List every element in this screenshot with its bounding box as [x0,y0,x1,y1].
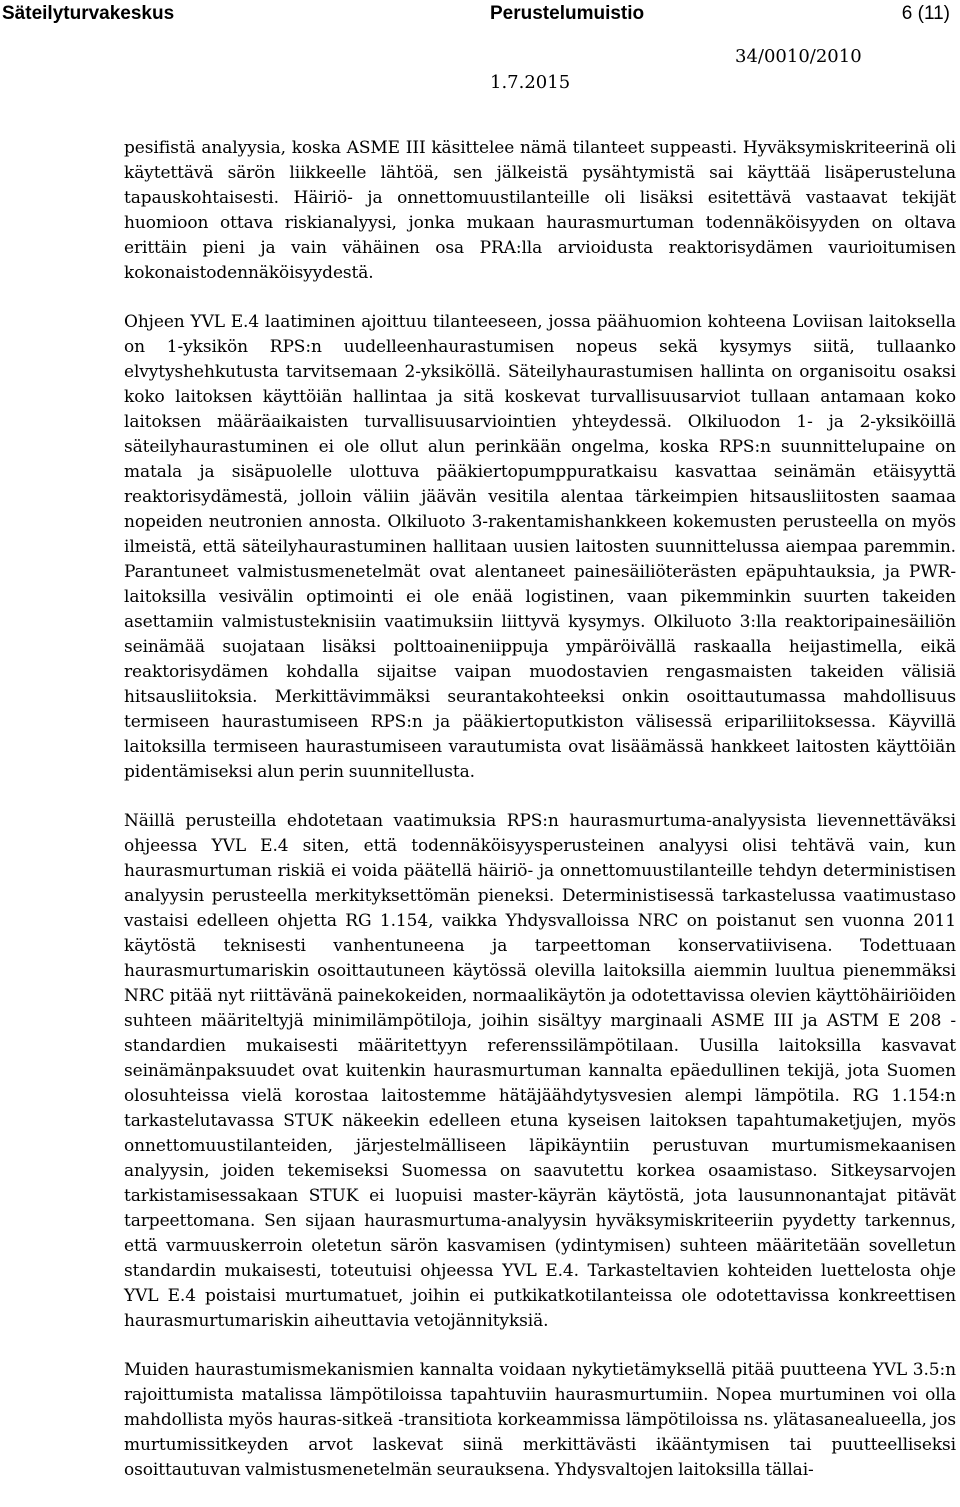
paragraph-4: Muiden haurastumismekanismien kannalta voidaan nykytietämyksellä pitää puutteena YVL 3.5:n rajoittumista matalissa lämpötiloissa tapahtuviin haurasmurtumiin. Nopea murtuminen voi olla mahdollista myös hauras-sitkeä -transitiota korkeammissa lämpötiloissa ns. ylätasanealueella, jos murtumissitkeyden arvot laskevat siinä merkittävästi ikääntymisen tai puutteelliseksi osoittautuvan valmistusmenetelmän seurauksena. Yhdysvaltojen laitoksilla tällai- [124,1360,956,1480]
paragraph-2: Ohjeen YVL E.4 laatiminen ajoittuu tilanteeseen, jossa päähuomion kohteena Loviisan laitoksella on 1-yksikön RPS:n uudelleenhaurastumisen nopeus sekä kysymys siitä, tullaanko elvytyshehkutusta tarvitsemaan 2-yksiköllä. Säteilyhaurastumisen hallinta on organisoitu osaksi koko laitoksen käyttöiän hallintaa ja sitä koskevat turvallisuusarviot tullaan antamaan koko laitoksen määräaikaisten turvallisuusarviointien yhteydessä. Olkiluodon 1- ja 2-yksiköillä säteilyhaurastuminen ei ole ollut alun perinkään ongelma, koska RPS:n suunnittelupaine on matala ja sisäpuolelle ulottuva pääkiertopumppuratkaisu kasvattaa seinämän etäisyyttä reaktorisydämestä, jolloin väliin jäävän vesitila alentaa tärkeimpien hitsausliitosten saamaa nopeiden neutronien annosta. Olkiluoto 3-rakentamishankkeen kokemusten perusteella on myös ilmeistä, että säteilyhaurastuminen hallitaan uusien laitosten suunnittelussa aiempaa paremmin. Parantuneet valmistusmenetelmät ovat alentaneet painesäiliöterästen epäpuhtauksia, ja PWR-laitoksilla vesivälin optimointi ei ole enää logistinen, vaan pikemminkin suurten takeiden asettamiin valmistusteknisiin vaatimuksiin liittyvä kysymys. Olkiluoto 3:lla reaktoripainesäiliön seinämää suojataan lisäksi polttoaineniippuja ympäröivällä raskaalla heijastimella, eikä reaktorisydämen kohdalla sijaitse vaipan muodostavien rengasmaisten takeiden välisiä hitsausliitoksia. Merkittävimmäksi seurantakohteeksi onkin osoittautumassa mahdollisuus termiseen haurastumiseen RPS:n ja pääkiertoputkiston välisessä eripariliitoksessa. Käyvillä laitoksilla termiseen haurastumiseen varautumista ovat lisäämässä hankkeet laitosten käyttöiän pidentämiseksi alun perin suunnitellusta. [124,312,956,782]
organization-name: Säteilyturvakeskus [2,3,175,24]
document-body [124,136,956,1507]
page-header [0,0,960,100]
paragraph-1: pesifistä analyysia, koska ASME III käsittelee nämä tilanteet suppeasti. Hyväksymiskriteerinä oli käytettävä särön liikkeelle lähtöä, sen jälkeistä pysähtymistä sai käyttää lisäperusteluna tapauskohtaisesti. Häiriö- ja onnettomuustilanteille oli lisäksi esitettävä vastaavat tekijät huomioon ottava riskianalyysi, jonka mukaan haurasmurtuman todennäköisyyden on oltava erittäin pieni ja vain vähäinen osa PRA:lla arvioidusta reaktorisydämen vaurioitumisen kokonaistodennäköisyydestä. [124,138,956,283]
paragraph-3: Näillä perusteilla ehdotetaan vaatimuksia RPS:n haurasmurtuma-analyysista lievennettäväksi ohjeessa YVL E.4 siten, että todennäköisyysperusteinen analyysi olisi tehtävä vain, kun haurasmurtuman riskiä ei voida päätellä häiriö- ja onnettomuustilanteille tehdyn deterministisen analyysin perusteella merkityksettömän pieneksi. Deterministisessä tarkastelussa vaatimustaso vastaisi edelleen ohjetta RG 1.154, vaikka Yhdysvalloissa NRC on poistanut sen vuonna 2011 käytöstä teknisesti vanhentuneena ja tarpeettoman konservatiivisena. Todettuaan haurasmurtumariskin osoittautuneen käytössä olevilla laitoksilla aiemmin luultua pienemmäksi NRC pitää nyt riittävänä painekokeiden, normaalikäytön ja odotettavissa olevien käyttöhäiriöiden suhteen määriteltyjä minimilämpötiloja, joihin sisältyy marginaali ASME III ja ASTM E 208 -standardien mukaisesti määritettyyn referenssilämpötilaan. Uusilla laitoksilla kasvavat seinämänpaksuudet ovat kuitenkin haurasmurtuman kannalta epäedullinen tekijä, jota Suomen olosuhteissa vielä korostaa laitostemme hätäjäähdytysvesien alempi lämpötila. RG 1.154:n tarkastelutavassa STUK näkeekin edelleen etuna kyseisen laitoksen tapahtumaketjujen, myös onnettomuustilanteiden, järjestelmälliseen läpikäyntiin perustuvan murtumismekaanisen analyysin, joiden tekemiseksi Suomessa on saavutettu korkea osaamistaso. Sitkeysarvojen tarkistamisessakaan STUK ei luopuisi master-käyrän käytöstä, jota lausunnonantajat pitävät tarpeettomana. Sen sijaan haurasmurtuma-analyysin hyväksymiskriteeriin pyydetty tarkennus, että varmuuskerroin oletetun särön kasvamisen (ydintymisen) suhteen määritetään sovelletun standardin mukaisesti, toteutuisi ohjeessa YVL E.4. Tarkasteltavien kohteiden luettelosta ohje YVL E.4 poistaisi murtumatuet, joihin ei putkikatkotilanteissa ole odotettavissa konkreettisen haurasmurtumariskin aiheuttavia vetojännityksiä. [124,811,956,1331]
document-date: 1.7.2015 [490,72,571,93]
document-type: Perustelumuistio [490,3,645,24]
page-number: 6 (11) [901,3,950,24]
document-number: 34/0010/2010 [735,46,862,67]
